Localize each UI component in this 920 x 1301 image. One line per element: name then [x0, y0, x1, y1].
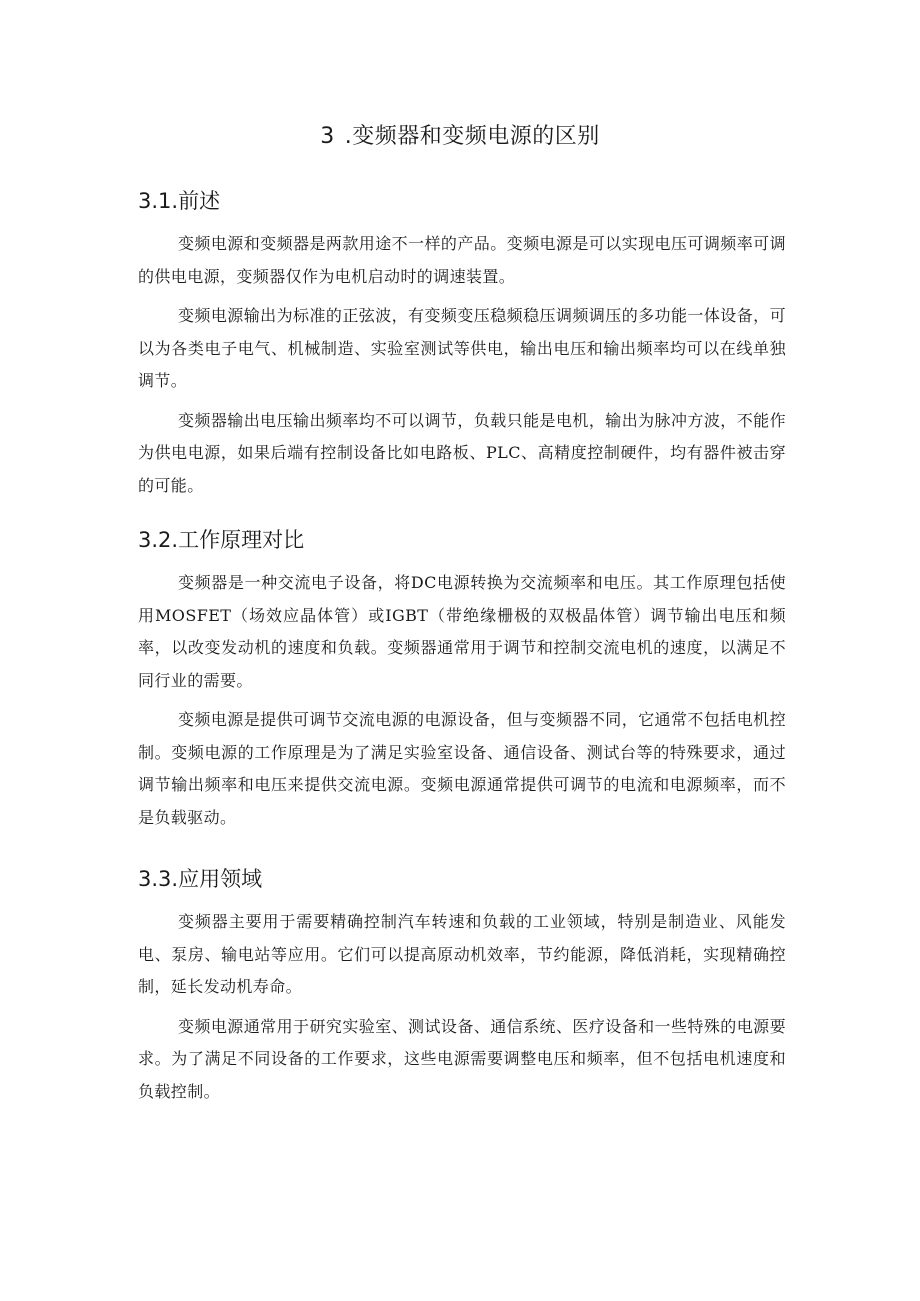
- section-3-2: [138, 525, 786, 841]
- paragraph: 变频电源输出为标准的正弦波，有变频变压稳频稳压调频调压的多功能一体设备，可以为各类电子电气、机械制造、实验室测试等供电，输出电压和输出频率均可以在线单独调节。: [138, 306, 786, 390]
- document-title: [0, 119, 920, 150]
- section-heading: 3.1.前述: [138, 189, 221, 213]
- paragraph: 变频电源通常用于研究实验室、测试设备、通信系统、医疗设备和一些特殊的电源要求。为了满足不同设备的工作要求，这些电源需要调整电压和频率，但不包括电机速度和负载控制。: [138, 1016, 786, 1101]
- paragraph: 变频电源和变频器是两款用途不一样的产品。变频电源是可以实现电压可调频率可调的供电电源，变频器仅作为电机启动时的调速装置。: [138, 234, 786, 286]
- section-heading: 3.2.工作原理对比: [138, 528, 305, 552]
- paragraph: 变频器是一种交流电子设备，将DC电源转换为交流频率和电压。其工作原理包括使用MOSFET（场效应晶体管）或IGBT（带绝缘栅极的双极晶体管）调节输出电压和频率，以改变发动机的速度和负载。变频器通常用于调节和控制交流电机的速度，以满足不同行业的需要。: [138, 573, 786, 690]
- paragraph: 变频器主要用于需要精确控制汽车转速和负载的工业领域，特别是制造业、风能发电、泵房、输电站等应用。它们可以提高原动机效率，节约能源，降低消耗，实现精确控制，延长发动机寿命。: [138, 912, 786, 996]
- paragraph: 变频电源是提供可调节交流电源的电源设备，但与变频器不同，它通常不包括电机控制。变频电源的工作原理是为了满足实验室设备、通信设备、测试台等的特殊要求，通过调节输出频率和电压来提供交流电源。变频电源通常提供可调节的电流和电源频率，而不是负载驱动。: [138, 710, 786, 827]
- section-3-3: [138, 864, 786, 1115]
- title-number: 3: [320, 124, 335, 149]
- paragraph: 变频器输出电压输出频率均不可以调节，负载只能是电机，输出为脉冲方波，不能作为供电电源，如果后端有控制设备比如电路板、PLC、高精度控制硬件，均有器件被击穿的可能。: [138, 410, 786, 495]
- title-text: .变频器和变频电源的区别: [344, 124, 600, 149]
- section-heading: 3.3.应用领域: [138, 867, 263, 891]
- section-3-1: [138, 186, 786, 509]
